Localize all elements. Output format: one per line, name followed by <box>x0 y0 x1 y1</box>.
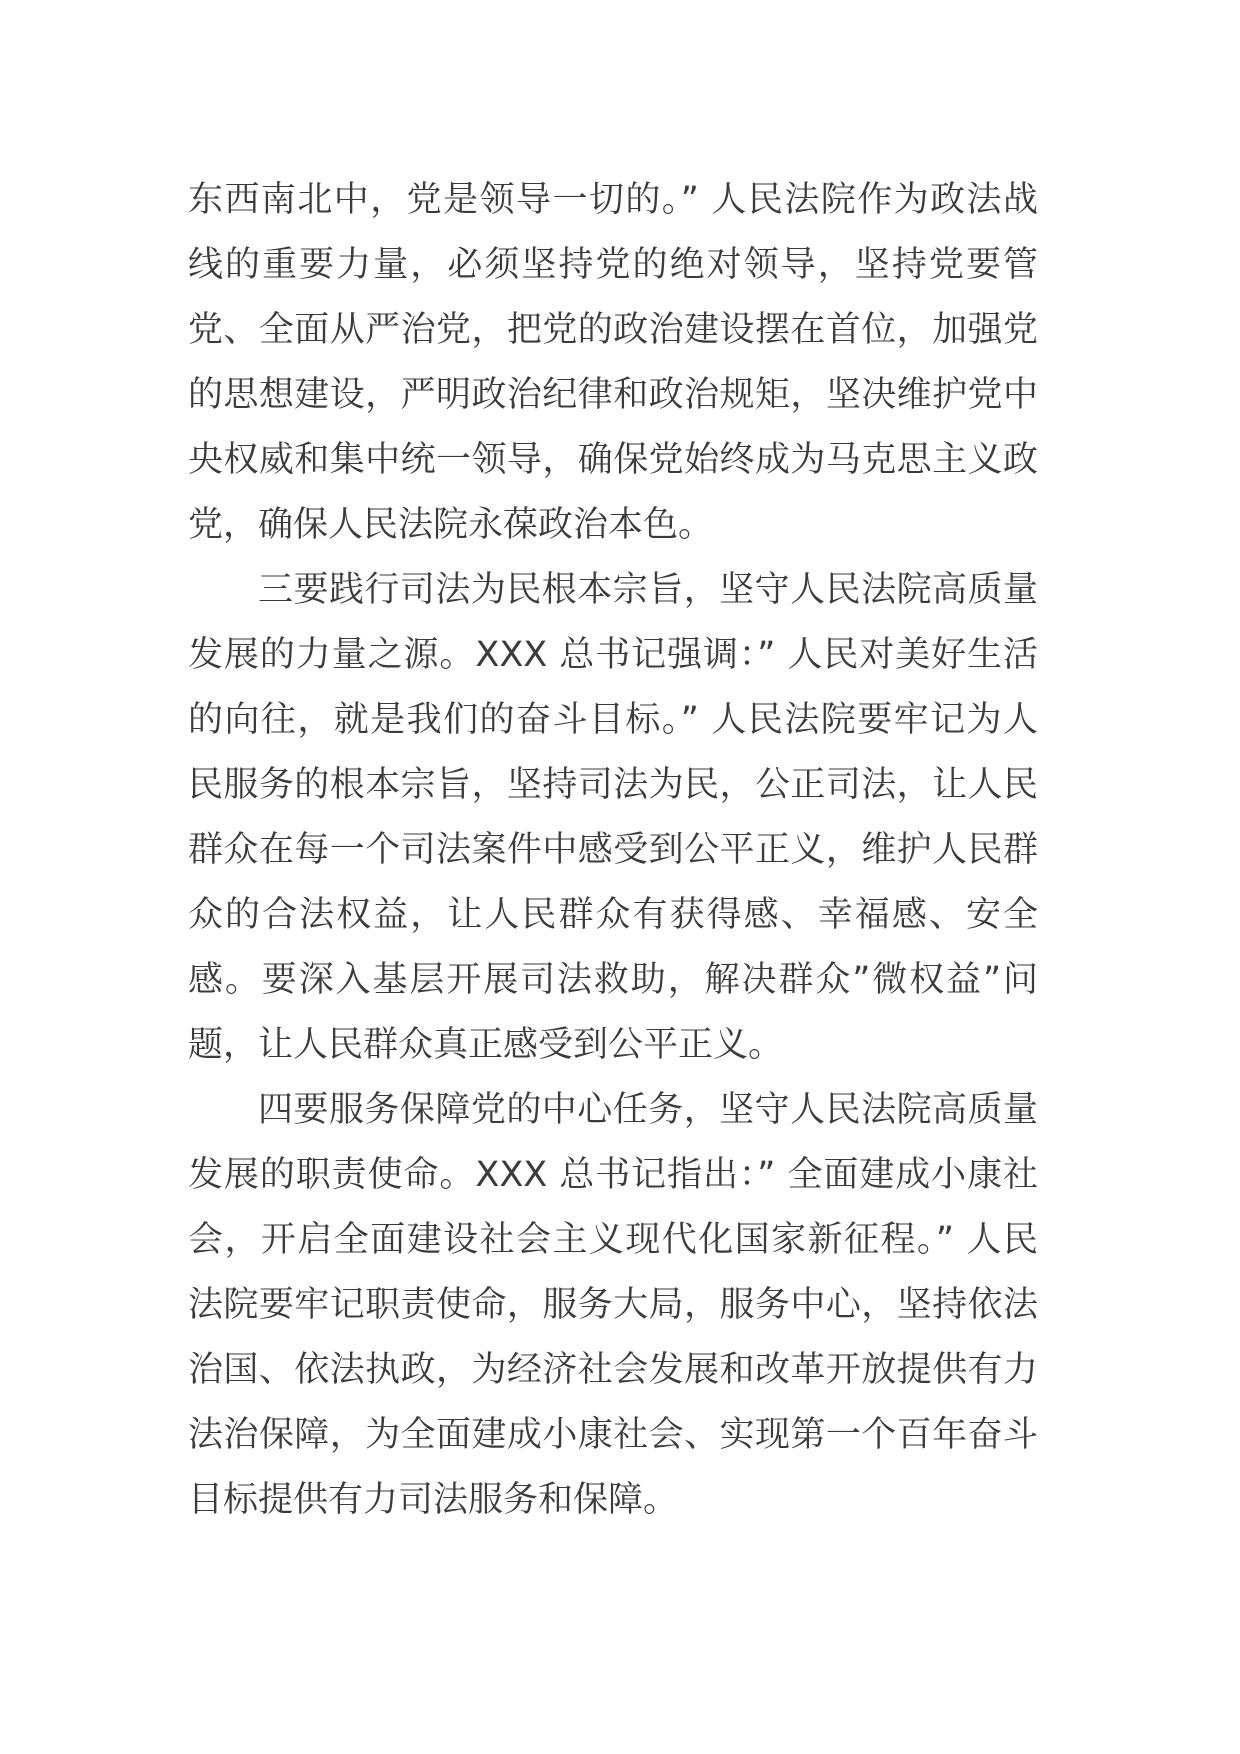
paragraph-1: 东西南北中，党是领导一切的。” 人民法院作为政法战线的重要力量，必须坚持党的绝对领导，坚持党要管党、全面从严治党，把党的政治建设摆在首位，加强党的思想建设，严明政治纪律和政治规矩，坚决维护党中央权威和集中统一领导，确保党始终成为马克思主义政党，确保人民法院永葆政治本色。 <box>188 180 1038 545</box>
paragraph-2: 三要践行司法为民根本宗旨，坚守人民法院高质量发展的力量之源。XXX 总书记强调：” 人民对美好生活的向往，就是我们的奋斗目标。” 人民法院要牢记为人民服务的根本宗旨，坚持司法为民，公正司法，让人民群众在每一个司法案件中感受到公平正义，维护人民群众的合法权益，让人民群众有获得感、幸福感、安全感。要深入基层开展司法救助，解决群众”微权益”问题，让人民群众真正感受到公平正义。 <box>188 570 1038 1065</box>
paragraph-3: 四要服务保障党的中心任务，坚守人民法院高质量发展的职责使命。XXX 总书记指出：” 全面建成小康社会，开启全面建设社会主义现代化国家新征程。” 人民法院要牢记职责使命，服务大局，服务中心，坚持依法治国、依法执政，为经济社会发展和改革开放提供有力法治保障，为全面建成小康社会、实现第一个百年奋斗目标提供有力司法服务和保障。 <box>188 1090 1038 1520</box>
document-body <box>188 168 1038 1533</box>
